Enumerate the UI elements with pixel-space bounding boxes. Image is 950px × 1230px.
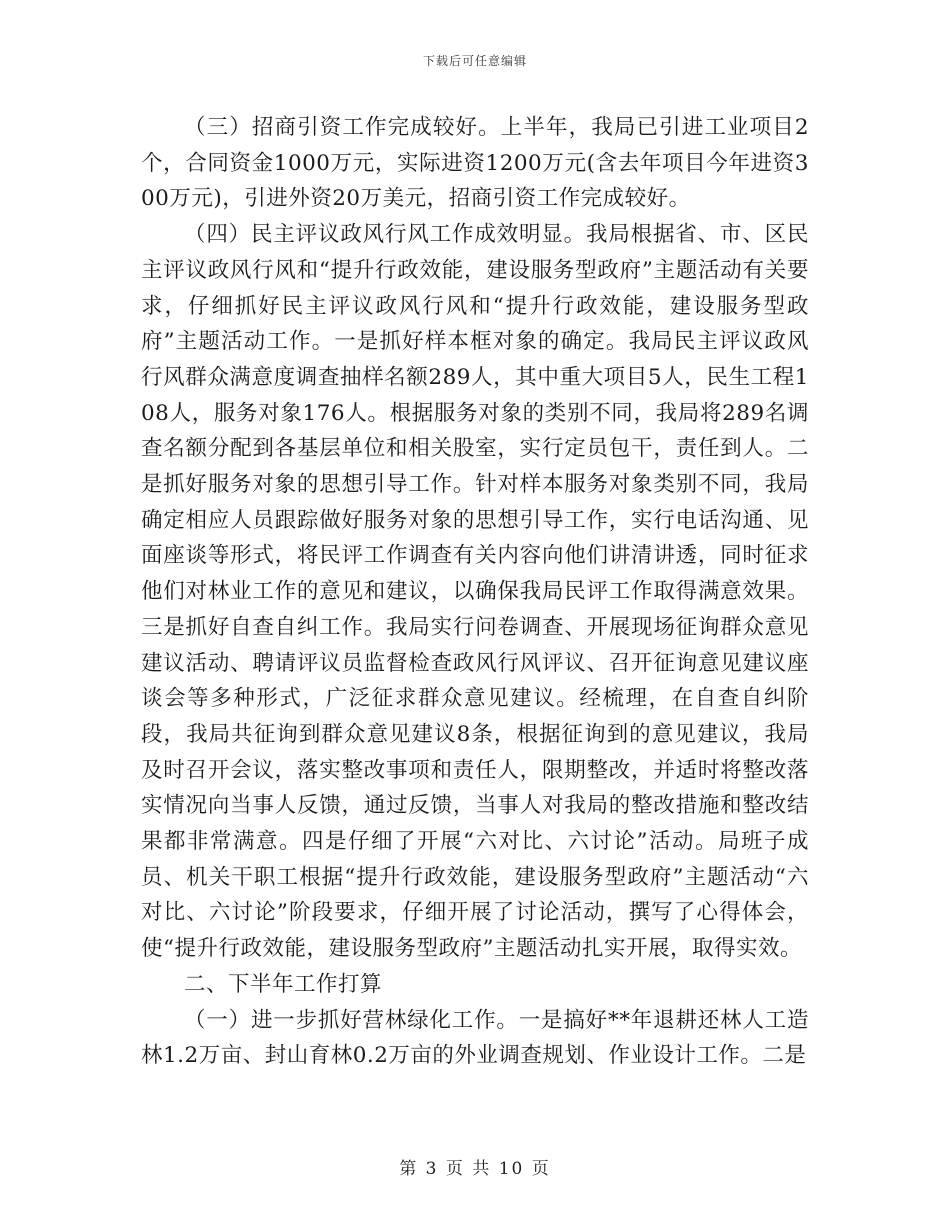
- section-heading-second-half-plan: 二、下半年工作打算: [184, 971, 383, 997]
- paragraph-democratic-review: （四）民主评议政风行风工作成效明显。我局根据省、市、区民主评议政风行风和“提升行政效能，建设服务型政府”主题活动有关要求，仔细抓好民主评议政风行风和“提升行政效能，建设服务型政府”主题活动工作。一是抓好样本框对象的确定。我局民主评议政风行风群众满意度调查抽样名额289人，其中重大项目5人，民生工程108人，服务对象176人。根据服务对象的类别不同，我局将289名调查名额分配到各基层单位和相关股室，实行定员包干，责任到人。二是抓好服务对象的思想引导工作。针对样本服务对象类别不同，我局确定相应人员跟踪做好服务对象的思想引导工作，实行电话沟通、见面座谈等形式，将民评工作调查有关内容向他们讲清讲透，同时征求他们对林业工作的意见和建议，以确保我局民评工作取得满意效果。三是抓好自查自纠工作。我局实行问卷调查、开展现场征询群众意见建议活动、聘请评议员监督检查政风行风评议、召开征询意见建议座谈会等多种形式，广泛征求群众意见建议。经梳理，在自查自纠阶段，我局共征询到群众意见建议8条，根据征询到的意见建议，我局及时召开会议，落实整改事项和责任人，限期整改，并适时将整改落实情况向当事人反馈，通过反馈，当事人对我局的整改措施和整改结果都非常满意。四是仔细了开展“六对比、六讨论”活动。局班子成员、机关干职工根据“提升行政效能，建设服务型政府”主题活动“六对比、六讨论”阶段要求，仔细开展了讨论活动，撰写了心得体会，使“提升行政效能，建设服务型政府”主题活动扎实开展，取得实效。: [141, 222, 809, 962]
- paragraph-afforestation: （一）进一步抓好营林绿化工作。一是搞好**年退耕还林人工造林1.2万亩、封山育林0.2万亩的外业调查规划、作业设计工作。二是: [141, 1007, 809, 1069]
- page-header-note: 下载后可任意编辑: [422, 54, 527, 68]
- page-number-footer: 第 3 页 共 10 页: [399, 1159, 551, 1179]
- document-body: [141, 110, 809, 1074]
- paragraph-investment: （三）招商引资工作完成较好。上半年，我局已引进工业项目2个，合同资金1000万元，实际进资1200万元(含去年项目今年进资300万元)，引进外资20万美元，招商引资工作完成较好。: [141, 115, 809, 212]
